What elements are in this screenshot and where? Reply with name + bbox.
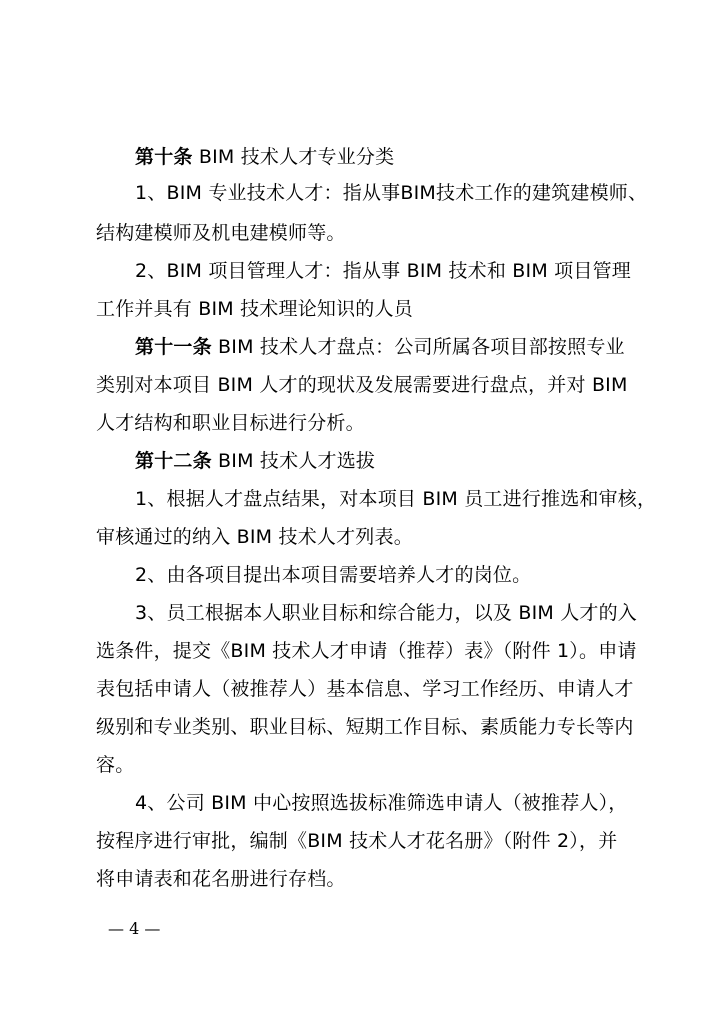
article-11-line-2: 类别对本项目 BIM 人才的现状及发展需要进行盘点，并对 BIM <box>96 374 628 396</box>
article-10-item-1-line-2: 结构建模师及机电建模师等。 <box>96 222 346 244</box>
article-12-heading: 第十二条 <box>135 450 212 472</box>
article-12-item-1-line-1: 1、根据人才盘点结果，对本项目 BIM 员工进行推选和审核， <box>135 488 657 510</box>
article-10-title: BIM 技术人才专业分类 <box>192 146 395 168</box>
article-12-item-1-line-2: 审核通过的纳入 BIM 技术人才列表。 <box>96 526 413 548</box>
article-12-title: BIM 技术人才选拔 <box>211 450 376 472</box>
article-11-heading: 第十一条 <box>135 336 212 358</box>
article-12-item-3-line-2: 选条件，提交《BIM 技术人才申请（推荐）表》（附件 1）。申请 <box>96 640 637 662</box>
article-12-item-2-line-1: 2、由各项目提出本项目需要培养人才的岗位。 <box>135 564 532 586</box>
article-11-line-1 <box>135 335 655 359</box>
article-11-text-1: BIM 技术人才盘点：公司所属各项目部按照专业 <box>211 336 625 358</box>
article-12-heading-line <box>135 449 655 473</box>
article-11-line-3: 人才结构和职业目标进行分析。 <box>96 412 365 434</box>
article-12-item-4-line-2: 按程序进行审批，编制《BIM 技术人才花名册》（附件 2），并 <box>96 830 618 852</box>
page-number: — 4 — <box>108 919 161 938</box>
article-10-heading-line <box>135 145 655 169</box>
article-12-item-3-line-4: 级别和专业类别、职业目标、短期工作目标、素质能力专长等内 <box>96 716 634 738</box>
article-10-item-2-line-2: 工作并具有 BIM 技术理论知识的人员 <box>96 298 413 320</box>
article-10-item-2-line-1: 2、BIM 项目管理人才：指从事 BIM 技术和 BIM 项目管理 <box>135 260 631 282</box>
article-12-item-3-line-3: 表包括申请人（被推荐人）基本信息、学习工作经历、申请人才 <box>96 678 634 700</box>
article-12-item-4-line-3: 将申请表和花名册进行存档。 <box>96 868 346 890</box>
article-12-item-4-line-1: 4、公司 BIM 中心按照选拔标准筛选申请人（被推荐人）， <box>135 792 628 814</box>
article-10-heading: 第十条 <box>135 146 193 168</box>
article-12-item-3-line-5: 容。 <box>96 754 135 776</box>
article-12-item-3-line-1: 3、员工根据本人职业目标和综合能力，以及 BIM 人才的入 <box>135 602 638 624</box>
article-10-item-1-line-1: 1、BIM 专业技术人才：指从事BIM技术工作的建筑建模师、 <box>135 182 648 204</box>
